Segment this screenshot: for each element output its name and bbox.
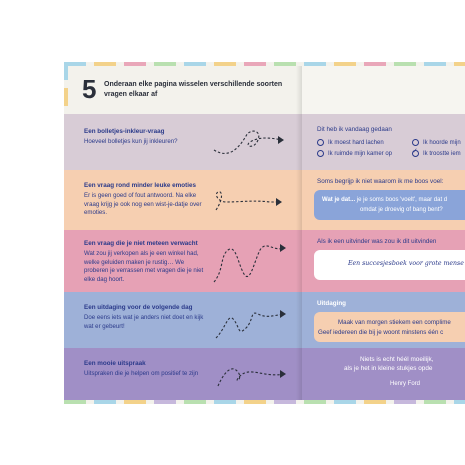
circle-checkbox-icon[interactable] (412, 139, 419, 146)
dashed-arrow-icon (210, 180, 290, 220)
section-vandaag (302, 114, 465, 170)
page-step-number: 5 (82, 74, 97, 104)
band-uitspraak (64, 348, 302, 400)
quote-text: als je het in kleine stukjes opde (344, 365, 433, 372)
circle-checkbox-icon[interactable] (317, 150, 324, 157)
section-quote (302, 348, 465, 400)
section-boos (302, 170, 465, 230)
band-body: Doe eens iets wat je anders niet doet en kijk wat er gebeurt! (84, 314, 204, 330)
checkbox-option[interactable]: Ik troostte iem (412, 150, 461, 157)
checkbox-option[interactable]: Ik ruimde mijn kamer op (317, 150, 392, 157)
quote-text: Niets is echt héél moeilijk, (360, 356, 434, 363)
section-heading: Als ik een uitvinder was zou ik dit uitvinden (317, 238, 437, 245)
checkbox-option[interactable]: Ik moest hard lachen (317, 139, 384, 146)
band-body: Wat zou jij verkopen als je een winkel had, welke geluiden maken je rustig… We proberen je verrassen met vragen die je niet elke dag hoort. (84, 250, 204, 283)
band-body: Uitspraken die je helpen om positief te zijn (84, 370, 199, 377)
section-uitvinder (302, 230, 465, 292)
handwritten-answer: Een succesjesboek voor grote mense (348, 260, 464, 267)
decorative-stripe-top (64, 62, 465, 66)
band-onverwacht (64, 230, 302, 292)
decorative-stripe-bottom (64, 400, 465, 404)
section-heading: Uitdaging (317, 300, 347, 307)
info-pill (314, 190, 465, 220)
pill-bold-text: Wat je dat... (322, 197, 356, 203)
section-heading: Dit heb ik vandaag gedaan (317, 126, 392, 133)
quote-author: Henry Ford (390, 381, 421, 387)
challenge-pill (314, 312, 465, 342)
dashed-arrow-icon (210, 124, 290, 164)
band-uitdaging (64, 292, 302, 348)
band-body: Er is geen goed of fout antwoord. Na elke vraag krijg je ook nog een wist-je-datje over emoties. (84, 192, 202, 217)
left-page (64, 62, 302, 404)
right-page (302, 62, 465, 404)
checkmark-icon: ✓ (412, 148, 418, 155)
checkbox-option[interactable]: Ik hoorde mijn (412, 139, 461, 146)
dashed-arrow-icon (210, 354, 294, 394)
band-bolletjes (64, 114, 302, 170)
band-title: Een uitdaging voor de volgende dag (84, 304, 193, 311)
band-title: Een bolletjes-inkleur-vraag (84, 128, 165, 135)
pill-text: je je soms boos 'voelt', maar dat d (355, 197, 448, 203)
intro-text: Onderaan elke pagina wisselen verschillende soorten vragen elkaar af (104, 81, 283, 98)
pill-text: omdat je droevig of bang bent? (360, 207, 443, 213)
dashed-arrow-icon (210, 298, 294, 344)
circle-checkbox-icon[interactable] (317, 139, 324, 146)
challenge-text: Maak van morgen stiekem een complime (338, 319, 451, 326)
challenge-text: Geef iedereen die bij je woont minstens één c (318, 329, 444, 336)
dashed-arrow-icon (210, 234, 294, 288)
band-title: Een mooie uitspraak (84, 360, 146, 367)
band-body: Hoeveel bolletjes kun jij inkleuren? (84, 138, 178, 145)
band-emoties (64, 170, 302, 230)
band-title: Een vraag rond minder leuke emoties (84, 182, 196, 189)
answer-field[interactable] (314, 250, 465, 280)
band-title: Een vraag die je niet meteen verwacht (84, 240, 198, 247)
section-heading: Soms begrijp ik niet waarom ik me boos voel: (317, 178, 444, 185)
open-book (64, 62, 465, 404)
section-uitdaging (302, 292, 465, 348)
